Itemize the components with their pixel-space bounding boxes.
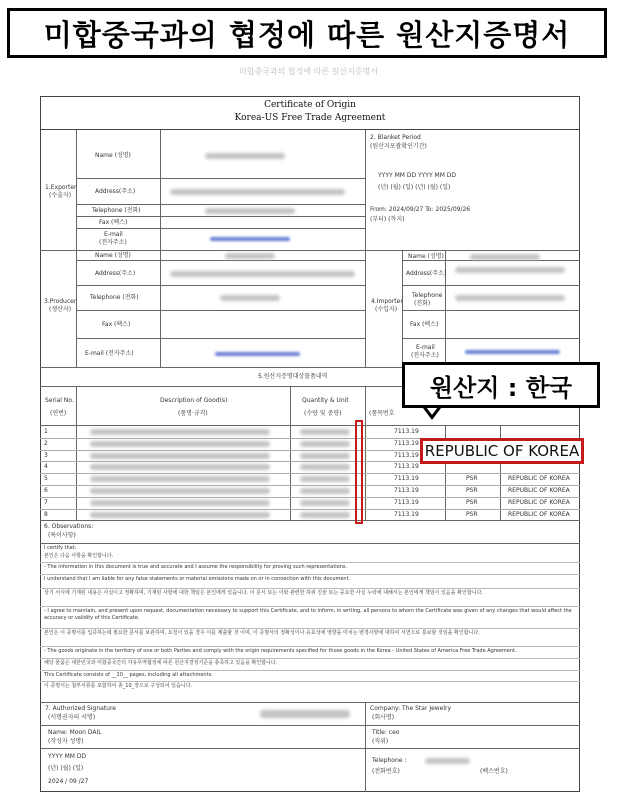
signature-date-headers: YYYY MM DD bbox=[48, 753, 87, 760]
certify-line: 본인은 다음 사항을 확인합니다. bbox=[44, 553, 114, 559]
signature-date: 2024 / 09 /27 bbox=[48, 778, 89, 785]
row-divider bbox=[40, 497, 580, 498]
producer-section-label-kr: (생산자) bbox=[49, 306, 72, 313]
quantity-highlight-box bbox=[355, 420, 363, 524]
row-hs-code: 7113.19 bbox=[394, 487, 419, 494]
divider bbox=[40, 725, 580, 726]
divider bbox=[76, 310, 365, 311]
row-serial: 6 bbox=[44, 487, 48, 494]
divider bbox=[402, 285, 580, 286]
certificate-subtitle-text: Korea-US Free Trade Agreement bbox=[234, 113, 386, 123]
certify-line: - The goods originate in the territory of one or both Parties and comply with the origin requirements specified for those goods in the Korea - United States of America Free Trade Agreement. bbox=[44, 648, 517, 654]
row-serial: 2 bbox=[44, 439, 48, 447]
divider bbox=[76, 285, 365, 286]
row-divider bbox=[40, 509, 580, 510]
divider bbox=[290, 386, 291, 520]
signature-label: 7. Authorized Signature bbox=[45, 705, 117, 712]
title-label-kr: (직위) bbox=[372, 738, 389, 745]
row-origin-country: REPUBLIC OF KOREA bbox=[508, 498, 570, 506]
redacted-quantity bbox=[300, 453, 350, 459]
certify-line: 해당 물품은 대한민국과 미합중국간의 자유무역협정에 따른 원산지결정기준을 충족하고 있음을 확인합니다. bbox=[44, 660, 278, 666]
importer-telephone-label: Telephone bbox=[412, 292, 443, 299]
exporter-fax-label: Fax (팩스) bbox=[99, 219, 128, 226]
redacted-quantity bbox=[300, 464, 350, 470]
divider bbox=[40, 250, 580, 251]
row-origin-criterion: PSR bbox=[466, 475, 478, 483]
row-hs-code: 7113.19 bbox=[394, 510, 419, 518]
company-label-kr: (회사명) bbox=[372, 714, 395, 721]
row-serial: 4 bbox=[44, 463, 48, 471]
exporter-email-label-kr: (전자주소) bbox=[99, 239, 127, 246]
producer-name-label: Name (성명) bbox=[95, 252, 131, 259]
certify-line: 이 증명서는 첨부서류를 포함하여 총_10_장으로 구성되어 있습니다. bbox=[44, 683, 193, 689]
redacted-importer-name bbox=[470, 254, 540, 260]
redacted-quantity bbox=[300, 476, 350, 482]
blanket-date-headers: YYYY MM DD YYYY MM DD bbox=[378, 172, 457, 179]
certify-line: I understand that I am liable for any false statements or material omissions made on or in connection with this document. bbox=[44, 576, 351, 582]
certify-line: I certify that: bbox=[44, 545, 77, 551]
row-hs-code: 7113.19 bbox=[394, 428, 419, 435]
divider bbox=[40, 574, 580, 575]
row-hs-code: 7113.19 bbox=[394, 475, 419, 483]
row-origin-criterion: PSR bbox=[466, 498, 478, 506]
redacted-quantity bbox=[300, 441, 350, 447]
redacted-exporter-name bbox=[205, 153, 285, 159]
redacted-importer-telephone bbox=[455, 295, 565, 301]
redacted-importer-email bbox=[465, 350, 560, 354]
producer-fax-label: Fax (팩스) bbox=[102, 321, 131, 328]
redacted-importer-address bbox=[455, 267, 565, 273]
row-serial: 3 bbox=[44, 451, 48, 459]
redacted-producer-address bbox=[170, 271, 355, 277]
exporter-telephone-label: Telephone (전화) bbox=[92, 207, 141, 214]
divider bbox=[40, 628, 580, 629]
divider bbox=[76, 260, 365, 261]
row-origin-criterion: PSR bbox=[466, 510, 478, 518]
divider bbox=[76, 178, 365, 179]
divider bbox=[402, 338, 580, 339]
serial-header: Serial No. bbox=[45, 397, 74, 404]
signature-fax-label-kr: (팩스번호) bbox=[480, 768, 508, 775]
divider bbox=[40, 658, 580, 659]
divider bbox=[40, 543, 580, 544]
redacted-description bbox=[90, 512, 270, 518]
redacted-signature-telephone bbox=[425, 758, 470, 764]
row-origin-country: REPUBLIC OF KOREA bbox=[508, 475, 570, 483]
divider bbox=[445, 250, 446, 367]
divider bbox=[40, 748, 580, 749]
divider bbox=[365, 250, 366, 367]
row-hs-code: 7113.19 bbox=[394, 498, 419, 506]
importer-email-label: E-mail bbox=[416, 344, 435, 351]
divider bbox=[40, 681, 580, 682]
row-origin-country: REPUBLIC OF KOREA bbox=[508, 510, 570, 518]
origin-highlight-box: REPUBLIC OF KOREA bbox=[420, 438, 584, 464]
row-origin-country: REPUBLIC OF KOREA bbox=[508, 487, 570, 494]
certify-line: - I agree to maintain, and present upon request, documentation necessary to support this Certificate, and to inform, in writing, all persons to whom the Certificate was given of any changes that would affect the accuracy or validity of this Certificate. bbox=[44, 608, 572, 621]
description-header: Description of Good(s) bbox=[160, 397, 228, 404]
certificate-title bbox=[40, 96, 580, 130]
importer-name-label: Name (성명) bbox=[408, 253, 444, 260]
certificate-title-text: Certificate of Origin bbox=[264, 100, 356, 110]
quantity-header-kr: (수량 및 중량) bbox=[304, 410, 342, 417]
divider bbox=[365, 386, 366, 520]
redacted-description bbox=[90, 429, 270, 435]
importer-telephone-label-kr: (전화) bbox=[414, 300, 431, 307]
divider bbox=[402, 310, 580, 311]
row-hs-code: 7113.19 bbox=[394, 439, 419, 447]
row-origin-criterion: PSR bbox=[466, 487, 478, 494]
importer-address-label: Address(주소) bbox=[406, 270, 447, 277]
importer-section-label: 4.Importer bbox=[371, 298, 403, 305]
page-banner-title: 미합중국과의 협정에 따른 원산지증명서 bbox=[7, 8, 607, 58]
blanket-date-range: From: 2024/09/27 To: 2025/09/26 bbox=[370, 206, 471, 213]
redacted-producer-email bbox=[215, 352, 300, 356]
row-serial: 8 bbox=[44, 510, 48, 518]
divider bbox=[160, 130, 161, 250]
hs-header-kr: (품목번호 bbox=[369, 410, 395, 417]
exporter-name-label: Name (성명) bbox=[95, 152, 131, 159]
observations-label: 6. Observations: bbox=[44, 523, 94, 530]
blanket-date-headers-kr: (년) (월) (일) (년) (월) (일) bbox=[378, 184, 451, 191]
row-divider bbox=[40, 473, 580, 474]
serial-header-kr: (연번) bbox=[50, 410, 67, 417]
redacted-description bbox=[90, 500, 270, 506]
exporter-address-label: Address(주소) bbox=[95, 188, 136, 195]
divider bbox=[402, 250, 403, 367]
divider bbox=[40, 702, 580, 703]
banner-subtitle: 미합중국과의 협정에 따른 원산지증명서 bbox=[238, 67, 378, 76]
divider bbox=[76, 204, 365, 205]
divider bbox=[40, 670, 580, 671]
redacted-quantity bbox=[300, 512, 350, 518]
redacted-description bbox=[90, 464, 270, 470]
signature-date-headers-kr: (년) (월) (일) bbox=[48, 765, 84, 772]
description-header-kr: (품명·규격) bbox=[178, 410, 208, 417]
redacted-quantity bbox=[300, 500, 350, 506]
divider bbox=[40, 425, 580, 426]
divider bbox=[76, 228, 365, 229]
signature-label-kr: (서명권자의 서명) bbox=[48, 714, 96, 721]
certify-line: - The information in this document is true and accurate and I assume the responsibility for proving such representations. bbox=[44, 564, 348, 570]
company-label: Company: The Star Jewelry bbox=[370, 705, 452, 712]
producer-email-label: E-mail (전자주소) bbox=[85, 350, 134, 357]
divider bbox=[365, 702, 366, 792]
divider bbox=[76, 250, 77, 367]
quantity-header: Quantity & Unit bbox=[302, 397, 349, 404]
signatory-name-kr: (작성자 성명) bbox=[48, 738, 84, 745]
certify-line: This Certificate consists of __10__ pages, including all attachments. bbox=[44, 672, 213, 678]
importer-email-label-kr: (전자주소) bbox=[411, 352, 439, 359]
divider bbox=[365, 130, 366, 250]
blanket-period-label: 2. Blanket Period bbox=[370, 134, 421, 141]
goods-section-title: 5.원산지증명대상물품내역 bbox=[258, 373, 328, 380]
redacted-producer-name bbox=[225, 253, 275, 259]
row-divider bbox=[40, 485, 580, 486]
divider bbox=[76, 338, 365, 339]
exporter-section-label-kr: (수출자) bbox=[49, 192, 72, 199]
divider bbox=[40, 646, 580, 647]
signature-telephone-label: Telephone : bbox=[372, 757, 407, 764]
redacted-producer-telephone bbox=[220, 295, 280, 301]
divider bbox=[40, 520, 580, 521]
redacted-quantity bbox=[300, 429, 350, 435]
redacted-description bbox=[90, 488, 270, 494]
redacted-exporter-email bbox=[210, 237, 290, 241]
certify-line: 본인은 이 증명서를 입증하는데 필요한 문서를 보관하며, 요청이 있을 경우 이를 제출할 것 이며, 이 증명서의 정확성이나 유효성에 영향을 미치는 변경사항에 대하여 서면으로 통보할 것임을 확인합니다. bbox=[44, 630, 480, 636]
row-hs-code: 7113.19 bbox=[394, 463, 419, 471]
exporter-email-label: E-mail bbox=[104, 231, 123, 238]
redacted-exporter-telephone bbox=[205, 208, 295, 214]
redacted-description bbox=[90, 441, 270, 447]
certify-line: 상기 서식에 기재된 내용은 사실이고 정확하며, 기재된 사항에 대한 책임은 본인에게 있습니다. 이 문서 또는 이와 관련한 허위 진술 또는 중요한 사실 누락에 대해서는 본인에게 책임이 있음을 확인합니다. bbox=[44, 590, 483, 596]
divider bbox=[76, 386, 77, 520]
divider bbox=[40, 588, 580, 589]
origin-annotation: 원산지 : 한국 bbox=[402, 362, 600, 408]
exporter-section-label: 1.Exporter bbox=[45, 184, 77, 191]
row-serial: 5 bbox=[44, 475, 48, 483]
divider bbox=[40, 562, 580, 563]
producer-section-label: 3.Producer bbox=[44, 298, 77, 305]
row-serial: 7 bbox=[44, 498, 48, 506]
redacted-quantity bbox=[300, 488, 350, 494]
producer-address-label: Address(주소) bbox=[95, 270, 136, 277]
blanket-period-label-kr: (원산지포괄확인기간) bbox=[370, 143, 427, 150]
divider bbox=[76, 216, 365, 217]
redacted-description bbox=[90, 453, 270, 459]
redacted-description bbox=[90, 476, 270, 482]
redacted-signature bbox=[260, 710, 350, 718]
importer-section-label-kr: (수입자) bbox=[375, 306, 398, 313]
producer-telephone-label: Telephone (전화) bbox=[90, 294, 139, 301]
observations-label-kr: (특이사항) bbox=[48, 532, 76, 539]
importer-fax-label: Fax (팩스) bbox=[410, 321, 439, 328]
title-label: Title: ceo bbox=[372, 729, 400, 736]
divider bbox=[160, 250, 161, 367]
signature-telephone-label-kr: (전화번호) bbox=[372, 768, 400, 775]
blanket-date-range-kr: (부터) (까지) bbox=[370, 216, 405, 223]
divider bbox=[40, 606, 580, 607]
redacted-exporter-address bbox=[170, 189, 345, 195]
row-serial: 1 bbox=[44, 428, 48, 435]
row-hs-code: 7113.19 bbox=[394, 451, 419, 459]
signatory-name: Name: Moon DAIL bbox=[48, 729, 102, 736]
